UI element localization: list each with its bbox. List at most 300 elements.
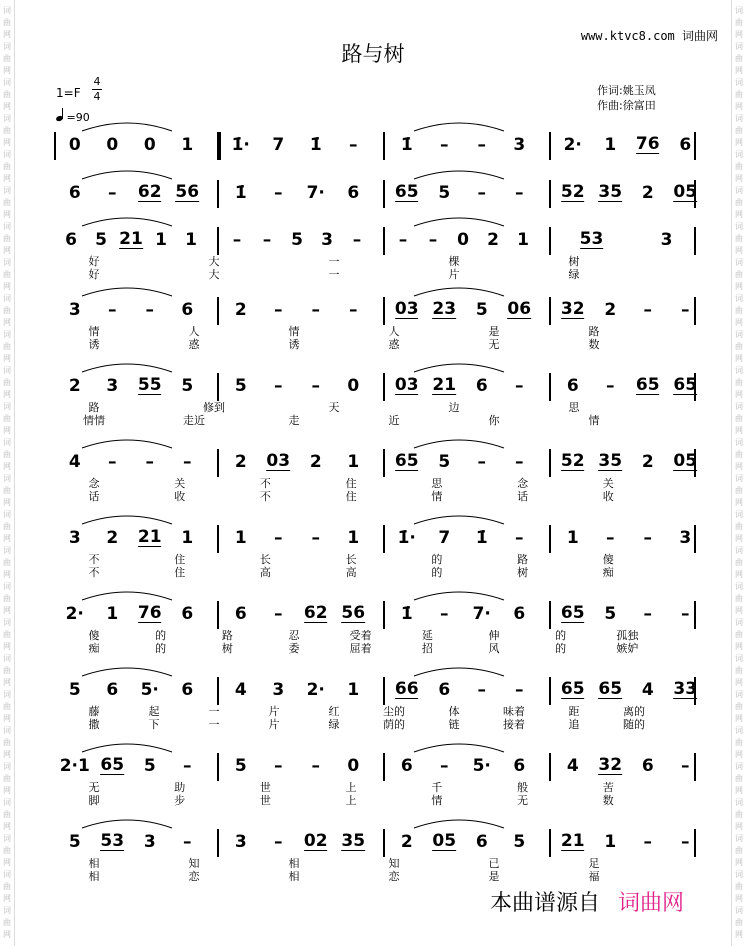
slur-arc [414, 516, 504, 524]
watermark-glyph: 网 [3, 138, 11, 147]
note: 62 [137, 182, 162, 202]
watermark-glyph: 网 [735, 210, 743, 219]
lyric: 相 [288, 870, 300, 883]
lyric: 住 [174, 553, 186, 566]
watermark-glyph: 词 [735, 186, 743, 195]
slur-arc [414, 218, 504, 226]
bar-line [383, 297, 385, 325]
bar-line [549, 180, 551, 208]
note: 5 [95, 230, 107, 250]
watermark-glyph: 曲 [3, 738, 11, 747]
lyric: 的 [155, 642, 167, 655]
watermark-glyph: 网 [735, 426, 743, 435]
slur-arc [414, 592, 504, 600]
watermark-glyph: 网 [735, 534, 743, 543]
note: 1̇ [234, 183, 247, 203]
watermark-glyph: 曲 [735, 666, 743, 675]
lyric: 伸 [488, 629, 500, 642]
watermark-glyph: 曲 [3, 882, 11, 891]
note: 0 [347, 756, 360, 776]
note: 3 [513, 135, 526, 155]
note: – [477, 183, 486, 203]
lyric: 你 [488, 414, 500, 427]
lyric: 思 [431, 477, 443, 490]
lyric: 片 [268, 705, 280, 718]
slur-arc [82, 592, 172, 600]
watermark-glyph: 词 [3, 186, 11, 195]
watermark-glyph: 网 [735, 138, 743, 147]
watermark-glyph: 词 [735, 330, 743, 339]
lyric: 傻 [88, 629, 100, 642]
watermark-glyph: 曲 [735, 18, 743, 27]
lyric: 步 [174, 794, 186, 807]
slur-arc [82, 171, 172, 179]
watermark-glyph: 网 [3, 354, 11, 363]
watermark-glyph: 曲 [735, 630, 743, 639]
watermark-glyph: 词 [735, 870, 743, 879]
lyric: 数 [602, 794, 614, 807]
note: – [274, 604, 283, 624]
note: – [274, 300, 283, 320]
note: 62 [303, 603, 328, 623]
lyric: 一 [208, 718, 220, 731]
lyric: 是 [488, 870, 500, 883]
lyric: 住 [345, 490, 357, 503]
footer-brand[interactable]: 词曲网 [618, 891, 685, 916]
bar-line [217, 227, 219, 255]
note: 0 [347, 376, 360, 396]
lyricist-credit: 作词:姚玉凤 [597, 84, 656, 97]
note: 1̇ [400, 604, 413, 624]
watermark-glyph: 曲 [3, 342, 11, 351]
bar-line [217, 829, 219, 857]
lyric: 的 [431, 566, 443, 579]
note: 5 [143, 756, 156, 776]
bar-line [549, 449, 551, 477]
note: 6 [475, 832, 488, 852]
note: 35 [341, 831, 366, 851]
note: 5 [438, 452, 451, 472]
lyric: 是 [488, 325, 500, 338]
note: – [352, 230, 362, 250]
watermark-glyph: 曲 [3, 18, 11, 27]
bar-line [549, 132, 551, 160]
lyric: 大 [208, 268, 220, 281]
watermark-glyph: 曲 [3, 702, 11, 711]
watermark-glyph: 网 [3, 498, 11, 507]
watermark-glyph: 词 [3, 402, 11, 411]
note: – [428, 230, 438, 250]
note: – [477, 135, 486, 155]
lyric: 情 [88, 325, 100, 338]
lyric: 不 [88, 553, 100, 566]
watermark-glyph: 曲 [3, 270, 11, 279]
note: 6 [438, 680, 451, 700]
lyric: 风 [488, 642, 500, 655]
note: 6 [181, 300, 194, 320]
watermark-glyph: 曲 [3, 918, 11, 927]
note: – [643, 832, 652, 852]
note: – [108, 300, 117, 320]
note: 2· [563, 135, 582, 155]
note: 21 [560, 831, 585, 851]
lyric: 住 [345, 477, 357, 490]
watermark-glyph: 词 [3, 78, 11, 87]
lyric: 情情 [83, 414, 105, 427]
note: – [183, 832, 192, 852]
note: 2 [487, 230, 499, 250]
note: – [681, 300, 690, 320]
watermark-glyph: 词 [735, 618, 743, 627]
watermark-glyph: 网 [735, 786, 743, 795]
bar-line [383, 677, 385, 705]
lyric: 痴 [602, 566, 614, 579]
lyric: 思 [568, 401, 580, 414]
bar-line [217, 373, 219, 401]
watermark-glyph: 曲 [735, 162, 743, 171]
note: – [262, 230, 272, 250]
lyric: 路 [221, 629, 233, 642]
watermark-glyph: 网 [735, 678, 743, 687]
watermark-glyph: 词 [3, 6, 11, 15]
note: 6 [513, 756, 526, 776]
bar-line [549, 829, 551, 857]
note: 65 [100, 755, 125, 775]
lyric: 情 [288, 325, 300, 338]
lyric: 福 [588, 870, 600, 883]
note: 2 [641, 183, 654, 203]
watermark-glyph: 网 [3, 318, 11, 327]
note: 3 [679, 528, 692, 548]
watermark-glyph: 曲 [735, 198, 743, 207]
watermark-glyph: 网 [3, 570, 11, 579]
lyric: 藤 [88, 705, 100, 718]
watermark-glyph: 网 [3, 246, 11, 255]
bar-line [217, 601, 219, 629]
watermark-glyph: 词 [3, 762, 11, 771]
note: 65 [394, 451, 419, 471]
watermark-glyph: 曲 [3, 234, 11, 243]
note: 5 [475, 300, 488, 320]
bar-line [383, 753, 385, 781]
lyric: 体 [448, 705, 460, 718]
note: 56 [341, 603, 366, 623]
watermark-glyph: 词 [3, 150, 11, 159]
watermark-glyph: 曲 [735, 738, 743, 747]
bar-line [217, 180, 219, 208]
lyric: 大 [208, 255, 220, 268]
watermark-glyph: 曲 [735, 450, 743, 459]
note: 76 [635, 134, 660, 154]
watermark-glyph: 网 [3, 678, 11, 687]
watermark-glyph: 词 [735, 834, 743, 843]
watermark-glyph: 曲 [735, 810, 743, 819]
lyric: 无 [517, 794, 529, 807]
watermark-glyph: 词 [735, 762, 743, 771]
watermark-glyph: 词 [735, 654, 743, 663]
watermark-glyph: 曲 [735, 702, 743, 711]
note: – [515, 680, 524, 700]
note: – [274, 832, 283, 852]
bar-line [694, 829, 696, 857]
lyric: 长 [259, 553, 271, 566]
lyric: 知 [388, 857, 400, 870]
note: 05 [673, 182, 698, 202]
tempo-value: =90 [66, 111, 90, 124]
lyric: 的 [155, 629, 167, 642]
note: 1 [234, 528, 247, 548]
watermark-glyph: 网 [3, 642, 11, 651]
watermark-margin-left [0, 0, 15, 946]
note: 6 [65, 230, 77, 250]
lyric: 助 [174, 781, 186, 794]
watermark-glyph: 词 [3, 42, 11, 51]
note: – [606, 528, 615, 548]
note: 6 [513, 604, 526, 624]
note: 35 [598, 451, 623, 471]
note: 5 [291, 230, 303, 250]
lyric: 不 [259, 490, 271, 503]
watermark-glyph: 曲 [3, 594, 11, 603]
lyric: 人 [188, 325, 200, 338]
lyric: 树 [221, 642, 233, 655]
watermark-glyph: 词 [3, 834, 11, 843]
lyric: 片 [268, 718, 280, 731]
note: 4 [234, 680, 247, 700]
note: 0 [106, 135, 119, 155]
watermark-glyph: 网 [735, 606, 743, 615]
footer-text: 本曲谱源自 [490, 891, 601, 916]
note: – [311, 756, 320, 776]
watermark-glyph: 网 [735, 102, 743, 111]
lyric: 脚 [88, 794, 100, 807]
watermark-glyph: 网 [735, 30, 743, 39]
bar-line [549, 525, 551, 553]
watermark-glyph: 曲 [735, 270, 743, 279]
slur-arc [82, 668, 172, 676]
note: – [515, 528, 524, 548]
bar-line [694, 753, 696, 781]
note: – [311, 300, 320, 320]
lyric: 高 [345, 566, 357, 579]
watermark-glyph: 网 [3, 426, 11, 435]
note: 56 [175, 182, 200, 202]
note: 0 [143, 135, 156, 155]
note: 0 [68, 135, 81, 155]
watermark-glyph: 词 [735, 798, 743, 807]
credits [597, 83, 656, 113]
watermark-glyph: 网 [3, 786, 11, 795]
lyric: 一 [208, 705, 220, 718]
note: – [349, 300, 358, 320]
watermark-glyph: 曲 [3, 666, 11, 675]
note: – [311, 528, 320, 548]
slur-arc [414, 171, 504, 179]
lyric: 味着 [503, 705, 525, 718]
watermark-glyph: 曲 [3, 198, 11, 207]
lyric: 撒 [88, 718, 100, 731]
note: 7· [472, 604, 491, 624]
note: 1 [604, 135, 617, 155]
bar-line [54, 132, 56, 160]
lyric: 一 [328, 268, 340, 281]
note: 3 [68, 528, 81, 548]
watermark-glyph: 曲 [735, 846, 743, 855]
watermark-glyph: 曲 [735, 594, 743, 603]
note: 1̇· [231, 135, 250, 155]
note: 05 [673, 451, 698, 471]
note: 3 [321, 230, 333, 250]
watermark-glyph: 网 [735, 750, 743, 759]
lyric: 绿 [568, 268, 580, 281]
lyric: 千 [431, 781, 443, 794]
lyric: 关 [174, 477, 186, 490]
watermark-glyph: 词 [735, 78, 743, 87]
bar-line [694, 132, 696, 160]
note: 5 [68, 680, 81, 700]
slur-arc [414, 744, 504, 752]
watermark-glyph: 曲 [735, 90, 743, 99]
watermark-glyph: 曲 [3, 378, 11, 387]
watermark-glyph: 词 [735, 726, 743, 735]
note: 5 [68, 832, 81, 852]
note: 2 [234, 300, 247, 320]
lyric: 招 [421, 642, 433, 655]
note: 52 [560, 451, 585, 471]
note: 65 [394, 182, 419, 202]
lyric: 恋 [188, 870, 200, 883]
watermark-glyph: 网 [3, 174, 11, 183]
watermark-glyph: 词 [3, 510, 11, 519]
watermark-glyph: 词 [3, 222, 11, 231]
lyric: 好 [88, 255, 100, 268]
note: – [274, 376, 283, 396]
note: 52 [560, 182, 585, 202]
note: – [681, 604, 690, 624]
watermark-glyph: 词 [3, 798, 11, 807]
watermark-glyph: 网 [3, 390, 11, 399]
note: 3 [234, 832, 247, 852]
note: 3 [272, 680, 285, 700]
lyric: 数 [588, 338, 600, 351]
note: – [108, 452, 117, 472]
note: 2 [641, 452, 654, 472]
lyric: 般 [517, 781, 529, 794]
watermark-glyph: 词 [735, 366, 743, 375]
lyric: 情 [588, 414, 600, 427]
note: 1 [604, 832, 617, 852]
slur-arc [82, 288, 172, 296]
note: 4 [68, 452, 81, 472]
lyric: 关 [602, 477, 614, 490]
note: – [183, 756, 192, 776]
footer-source [490, 886, 684, 917]
note: 21 [137, 527, 162, 547]
watermark-glyph: 词 [3, 690, 11, 699]
note: 5 [181, 376, 194, 396]
watermark-glyph: 网 [735, 714, 743, 723]
lyric: 惑 [388, 338, 400, 351]
lyric: 话 [88, 490, 100, 503]
note: 4 [641, 680, 654, 700]
watermark-glyph: 网 [3, 210, 11, 219]
watermark-glyph: 词 [735, 906, 743, 915]
note: – [145, 452, 154, 472]
watermark-glyph: 曲 [735, 486, 743, 495]
watermark-glyph: 网 [3, 894, 11, 903]
bar-line [383, 601, 385, 629]
watermark-glyph: 网 [735, 822, 743, 831]
watermark-glyph: 网 [3, 66, 11, 75]
site-url[interactable]: www.ktvc8.com 词曲网 [580, 29, 718, 43]
watermark-glyph: 网 [735, 930, 743, 939]
bar-line [383, 449, 385, 477]
note: 1 [181, 135, 194, 155]
watermark-glyph: 曲 [3, 522, 11, 531]
note: – [515, 376, 524, 396]
watermark-glyph: 曲 [3, 450, 11, 459]
note: 03 [394, 375, 419, 395]
note: – [681, 832, 690, 852]
lyric: 走 [288, 414, 300, 427]
note: 2 [604, 300, 617, 320]
lyric: 苦 [602, 781, 614, 794]
lyric: 无 [88, 781, 100, 794]
note: 2 [106, 528, 119, 548]
note: 53 [100, 831, 125, 851]
watermark-glyph: 曲 [3, 774, 11, 783]
note: 05 [432, 831, 457, 851]
lyric: 长 [345, 553, 357, 566]
watermark-glyph: 网 [3, 30, 11, 39]
note: 6 [181, 604, 194, 624]
watermark-glyph: 词 [3, 366, 11, 375]
watermark-glyph: 网 [735, 570, 743, 579]
note: 5 [234, 756, 247, 776]
watermark-glyph: 曲 [3, 54, 11, 63]
lyric: 足 [588, 857, 600, 870]
watermark-glyph: 网 [3, 714, 11, 723]
lyric: 情 [431, 490, 443, 503]
watermark-glyph: 曲 [735, 882, 743, 891]
watermark-glyph: 词 [3, 474, 11, 483]
watermark-glyph: 词 [3, 330, 11, 339]
note: 1̇ [309, 135, 322, 155]
note: 6 [475, 376, 488, 396]
note: 6 [181, 680, 194, 700]
time-signature [92, 76, 102, 103]
note: 2· [306, 680, 325, 700]
watermark-glyph: 曲 [735, 378, 743, 387]
bar-line [217, 525, 219, 553]
watermark-glyph: 曲 [3, 126, 11, 135]
note: – [311, 376, 320, 396]
key-signature: 1=F [56, 86, 81, 100]
note: 1 [347, 528, 360, 548]
watermark-glyph: 词 [735, 474, 743, 483]
lyric: 接着 [503, 718, 525, 731]
note: 5 [513, 832, 526, 852]
bar-line [217, 753, 219, 781]
note: 03 [394, 299, 419, 319]
watermark-glyph: 词 [735, 114, 743, 123]
lyric: 相 [88, 857, 100, 870]
watermark-glyph: 词 [735, 690, 743, 699]
lyric: 追 [568, 718, 580, 731]
note: – [440, 135, 449, 155]
watermark-glyph: 曲 [735, 522, 743, 531]
time-signature-top: 4 [93, 75, 101, 88]
